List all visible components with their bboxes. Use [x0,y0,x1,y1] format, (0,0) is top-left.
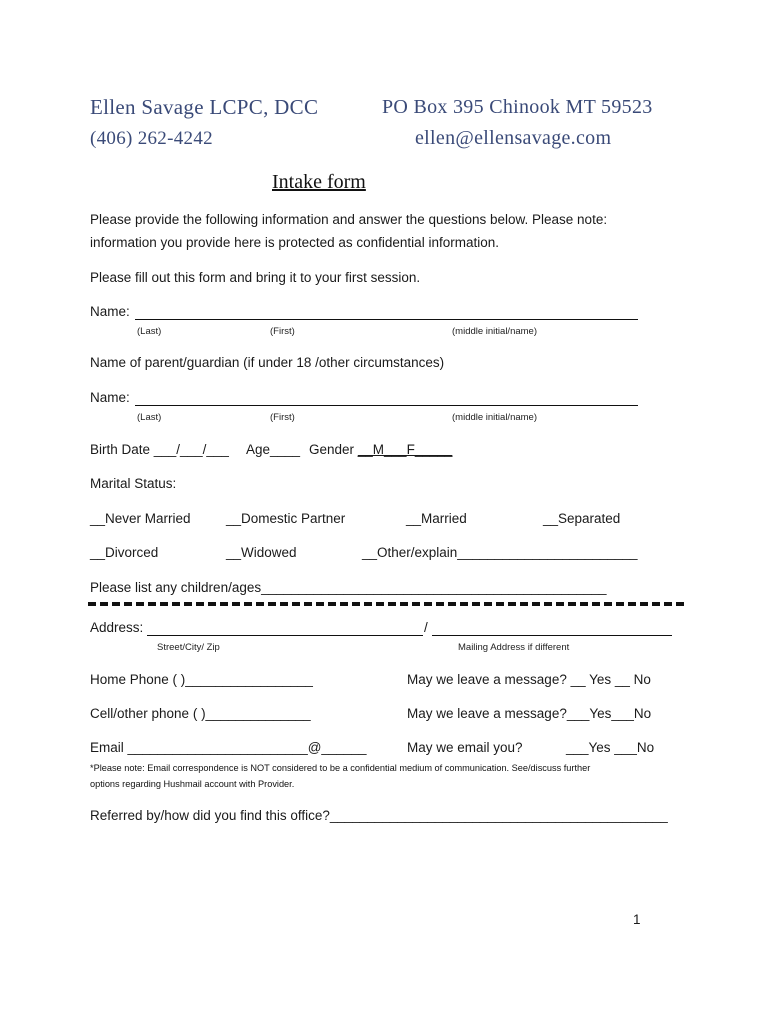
email-note-line-2: options regarding Hushmail account with Provider. [90,779,295,789]
marital-married[interactable]: __Married [406,511,467,526]
address-mailing-input-line[interactable] [432,635,672,636]
birth-date-field[interactable]: Birth Date ___/___/___ [90,442,229,457]
marital-divorced[interactable]: __Divorced [90,545,159,560]
parent-name-input-line[interactable] [135,405,638,406]
marital-other-explain[interactable]: __Other/explain________________________ [362,545,638,560]
parent-heading: Name of parent/guardian (if under 18 /other circumstances) [90,355,445,370]
cell-phone-field[interactable]: Cell/other phone ( )______________ [90,706,311,721]
name-input-line[interactable] [135,319,638,320]
email-note-line-1: *Please note: Email correspondence is NOT considered to be a confidential medium of communication. See/discuss further [90,763,591,773]
name-sub-middle: (middle initial/name) [452,326,538,337]
email-question: May we email you? [407,740,523,755]
intro-line-1: Please provide the following information and answer the questions below. Please note: [90,212,608,227]
name-sub-last: (Last) [137,326,162,337]
marital-never-married[interactable]: __Never Married [90,511,191,526]
home-phone-message-question[interactable]: May we leave a message? __ Yes __ No [407,672,651,687]
address-sub-street: Street/City/ Zip [157,642,220,653]
email-answer[interactable]: ___Yes ___No [566,740,655,755]
home-phone-field[interactable]: Home Phone ( )_________________ [90,672,313,687]
form-title: Intake form [272,171,366,193]
page-number: 1 [633,912,641,927]
address-label: Address: [90,620,144,635]
gender-label: Gender [309,442,358,457]
address-slash: / [424,620,428,635]
address-sub-mailing: Mailing Address if different [458,642,570,653]
name-label: Name: [90,304,130,319]
address-street-input-line[interactable] [147,635,423,636]
gender-options[interactable]: __M___F_____ [357,442,453,457]
age-field[interactable]: Age____ [246,442,301,457]
referred-by-field[interactable]: Referred by/how did you find this office?_____________________________________________ [90,808,668,823]
intro-line-2: information you provide here is protected as confidential information. [90,235,499,250]
practice-email: ellen@ellensavage.com [415,127,612,149]
practitioner-name: Ellen Savage LCPC, DCC [90,95,319,119]
name-sub-first: (First) [270,326,295,337]
practice-address: PO Box 395 Chinook MT 59523 [382,96,653,118]
marital-domestic-partner[interactable]: __Domestic Partner [226,511,346,526]
marital-separated[interactable]: __Separated [543,511,621,526]
marital-widowed[interactable]: __Widowed [226,545,297,560]
practice-phone: (406) 262-4242 [90,128,213,149]
parent-name-label: Name: [90,390,130,405]
parent-sub-first: (First) [270,412,295,423]
dashed-divider [88,602,684,606]
intro-line-3: Please fill out this form and bring it to your first session. [90,270,421,285]
children-field[interactable]: Please list any children/ages______________________________________________ [90,580,607,595]
marital-status-label: Marital Status: [90,476,177,491]
gender-group [309,442,452,457]
email-field[interactable]: Email ________________________@______ [90,740,367,755]
parent-sub-middle: (middle initial/name) [452,412,538,423]
cell-phone-message-question[interactable]: May we leave a message?___Yes___No [407,706,652,721]
parent-sub-last: (Last) [137,412,162,423]
